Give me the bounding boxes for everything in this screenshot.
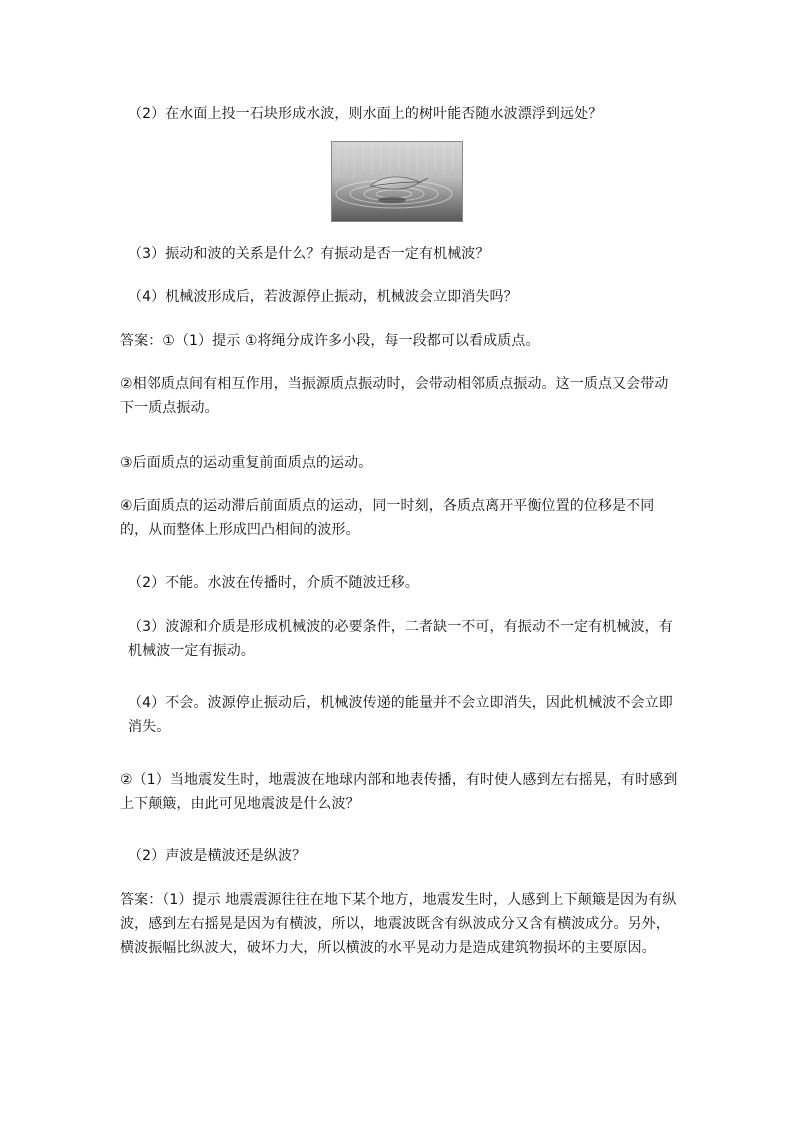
answer-1-point-3: ③后面质点的运动重复前面质点的运动。 [120,455,373,471]
question-earthquake-text: ②（1）当地震发生时，地震波在地球内部和地表传播，有时使人感到左右摇晃，有时感到上下颠簸，由此可见地震波是什么波？ [120,772,678,812]
answer-1-intro: 答案：①（1）提示 ①将绳分成许多小段，每一段都可以看成质点。 [120,333,540,349]
answer-1-point-4: ④后面质点的运动滞后前面质点的运动，同一时刻，各质点离开平衡位置的位移是不同的，从而整体上形成凹凸相间的波形。 [120,498,655,538]
answer-1-point-2: ②相邻质点间有相互作用，当振源质点振动时，会带动相邻质点振动。这一质点又会带动下一质点振动。 [120,376,669,416]
answer-3-text: （3）波源和介质是形成机械波的必要条件，二者缺一不可，有振动不一定有机械波，有机械波一定有振动。 [128,619,673,659]
question-4-text: （4）机械波形成后，若波源停止振动，机械波会立即消失吗？ [128,289,518,305]
answer-earthquake-text: 答案：（1）提示 地震震源往往在地下某个地方，地震发生时，人感到上下颠簸是因为有纵波，感到左右摇晃是因为有横波，所以，地震波既含有纵波成分又含有横波成分。另外，横波振幅比纵波大，破坏力大，所以横波的水平晃动力是造成建筑物损坏的主要原因。 [120,892,677,956]
leaf-on-water-icon [332,142,462,221]
question-2-text: （2）在水面上投一石块形成水波，则水面上的树叶能否随水波漂浮到远处？ [128,106,603,122]
answer-2-text: （2）不能。水波在传播时，介质不随波迁移。 [128,575,420,591]
answer-4-text: （4）不会。波源停止振动后，机械波传递的能量并不会立即消失，因此机械波不会立即消失。 [128,695,673,735]
question-3-text: （3）振动和波的关系是什么？有振动是否一定有机械波？ [128,246,490,262]
leaf-on-water-photo [331,141,463,222]
question-sound-wave-text: （2）声波是横波还是纵波？ [128,848,307,864]
